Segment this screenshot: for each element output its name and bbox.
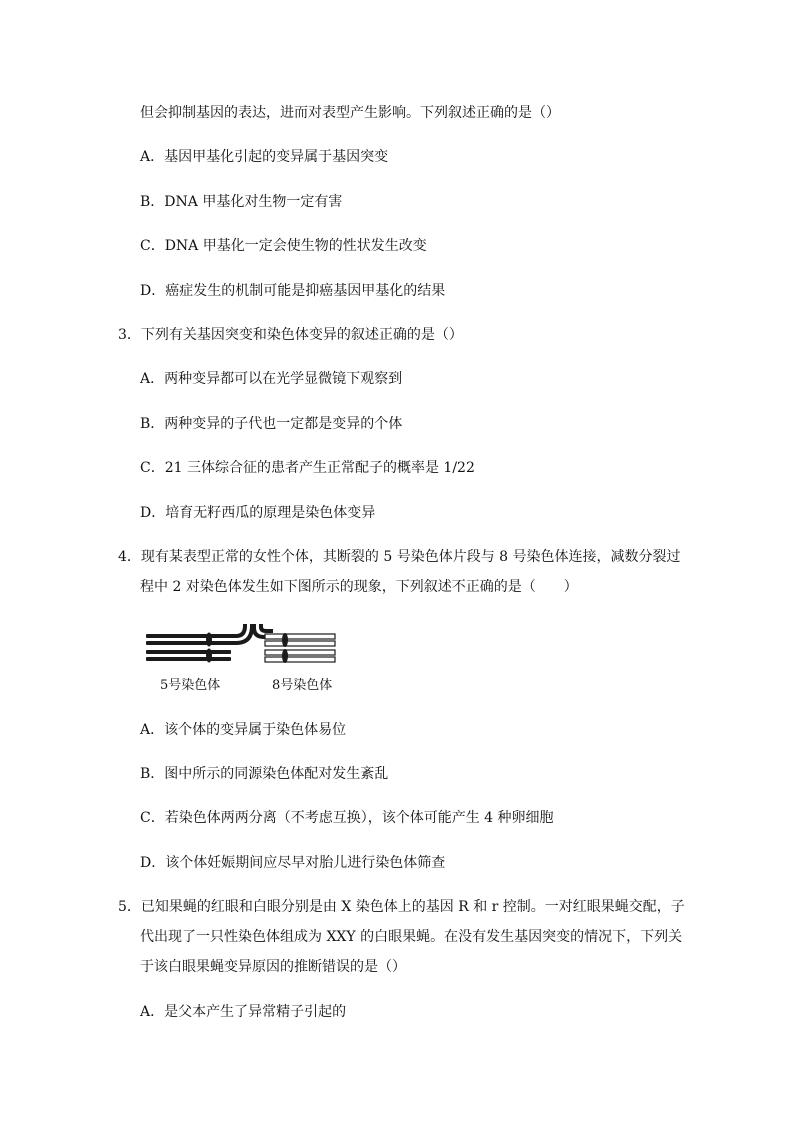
chromosome-diagram <box>140 622 350 672</box>
figure-label-chromosome-8: 8号染色体 <box>272 678 333 693</box>
q5-option-a: A．是父本产生了异常精子引起的 <box>140 1004 347 1020</box>
question-5-stem-continued-2: 于该白眼果蝇变异原因的推断错误的是（） <box>140 959 406 975</box>
q4-option-b: B．图中所示的同源染色体配对发生紊乱 <box>140 766 389 782</box>
figure-label-chromosome-5: 5号染色体 <box>160 678 221 693</box>
chromosome-8-pair <box>252 624 335 663</box>
q3-option-b: B．两种变异的子代也一定都是变异的个体 <box>140 416 403 432</box>
q2-option-d: D．癌症发生的机制可能是抑癌基因甲基化的结果 <box>140 283 446 299</box>
q2-option-c: C．DNA 甲基化一定会使生物的性状发生改变 <box>140 238 427 254</box>
question-2-stem-continued: 但会抑制基因的表达，进而对表型产生影响。下列叙述正确的是（） <box>140 105 560 121</box>
q3-option-a: A．两种变异都可以在光学显微镜下观察到 <box>140 371 403 387</box>
chromosome-translocation-figure <box>140 622 350 694</box>
question-5-stem-continued-1: 代出现了一只性染色体组成为 XXY 的白眼果蝇。在没有发生基因突变的情况下，下列关 <box>140 929 683 945</box>
question-3-stem: 3．下列有关基因突变和染色体变异的叙述正确的是（） <box>118 327 463 343</box>
q3-option-d: D．培育无籽西瓜的原理是染色体变异 <box>140 505 376 521</box>
q2-option-b: B．DNA 甲基化对生物一定有害 <box>140 194 343 210</box>
q4-option-d: D．该个体妊娠期间应尽早对胎儿进行染色体筛查 <box>140 855 446 871</box>
q2-option-a: A．基因甲基化引起的变异属于基因突变 <box>140 149 389 165</box>
q4-option-c: C．若染色体两两分离（不考虑互换），该个体可能产生 4 种卵细胞 <box>140 810 554 826</box>
question-4-stem: 4．现有某表型正常的女性个体，其断裂的 5 号染色体片段与 8 号染色体连接，减数分裂过 <box>118 549 681 565</box>
q4-option-a: A．该个体的变异属于染色体易位 <box>140 722 347 738</box>
question-5-stem: 5．已知果蝇的红眼和白眼分别是由 X 染色体上的基因 R 和 r 控制。一对红眼果蝇交配，子 <box>118 899 685 915</box>
q3-option-c: C．21 三体综合征的患者产生正常配子的概率是 1/22 <box>140 460 475 476</box>
question-4-stem-continued: 程中 2 对染色体发生如下图所示的现象，下列叙述不正确的是（ ） <box>140 579 578 595</box>
chromosome-5-pair <box>146 624 254 663</box>
